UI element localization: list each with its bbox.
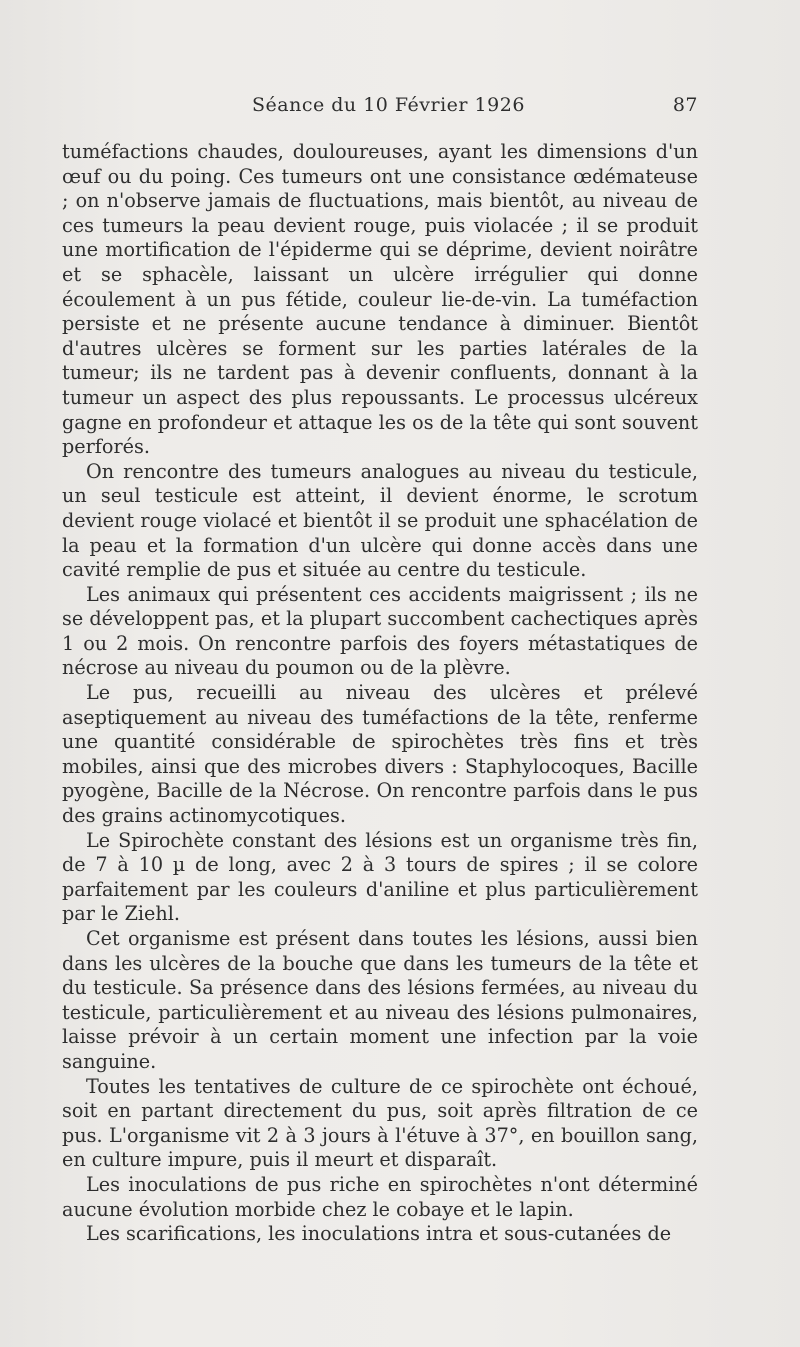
paragraph: Cet organisme est présent dans toutes les lésions, aussi bien dans les ulcères de la bouche que dans les tumeurs de la tête et du testicule. Sa présence dans des lésions fermées, au niveau du testicule, particulièrement et au niveau des lésions pulmonaires, laisse prévoir à un certain moment une infection par la voie sanguine. bbox=[62, 927, 698, 1073]
paragraph: Les animaux qui présentent ces accidents maigrissent ; ils ne se développent pas, et la plupart succombent cachectiques après 1 ou 2 mois. On rencontre parfois des foyers métastatiques de nécrose au niveau du poumon ou de la plèvre. bbox=[62, 582, 698, 680]
running-head: Séance du 10 Février 1926 bbox=[252, 94, 525, 116]
paragraph: Le Spirochète constant des lésions est un organisme très fin, de 7 à 10 µ de long, avec 2 à 3 tours de spires ; il se colore parfaitement par les couleurs d'aniline et plus particulièrement par le Ziehl. bbox=[62, 828, 698, 926]
paragraph: On rencontre des tumeurs analogues au niveau du testicule, un seul testicule est atteint, il devient énorme, le scrotum devient rouge violacé et bientôt il se produit une sphacélation de la peau et la formation d'un ulcère qui donne accès dans une cavité remplie de pus et située au centre du testicule. bbox=[62, 459, 698, 582]
paragraph: Toutes les tentatives de culture de ce spirochète ont échoué, soit en partant directement du pus, soit après filtration de ce pus. L'organisme vit 2 à 3 jours à l'étuve à 37°, en bouillon sang, en culture impure, puis il meurt et disparaît. bbox=[62, 1074, 698, 1172]
body-text bbox=[62, 140, 698, 1247]
page-header bbox=[62, 94, 698, 124]
paragraph: Le pus, recueilli au niveau des ulcères et prélevé aseptiquement au niveau des tuméfactions de la tête, renferme une quantité considérable de spirochètes très fins et très mobiles, ainsi que des microbes divers : Staphylocoques, Bacille pyogène, Bacille de la Nécrose. On rencontre parfois dans le pus des grains actinomycotiques. bbox=[62, 681, 698, 828]
paragraph: tuméfactions chaudes, douloureuses, ayant les dimensions d'un œuf ou du poing. Ces tumeurs ont une consistance œdémateuse ; on n'observe jamais de fluctuations, mais bientôt, au niveau de ces tumeurs la peau devient rouge, puis violacée ; il se produit une mortification de l'épiderme qui se déprime, devient noirâtre et se sphacèle, laissant un ulcère irrégulier qui donne écoulement à un pus fétide, couleur lie-de-vin. La tuméfaction persiste et ne présente aucune tendance à diminuer. Bientôt d'autres ulcères se forment sur les parties latérales de la tumeur; ils ne tardent pas à devenir confluents, donnant à la tumeur un aspect des plus repoussants. Le processus ulcéreux gagne en profondeur et attaque les os de la tête qui sont souvent perforés. bbox=[62, 140, 698, 459]
paragraph: Les scarifications, les inoculations intra et sous-cutanées de bbox=[86, 1222, 672, 1246]
paragraph: Les inoculations de pus riche en spirochètes n'ont déterminé aucune évolution morbide chez le cobaye et le lapin. bbox=[62, 1172, 698, 1221]
page-number: 87 bbox=[672, 94, 698, 116]
